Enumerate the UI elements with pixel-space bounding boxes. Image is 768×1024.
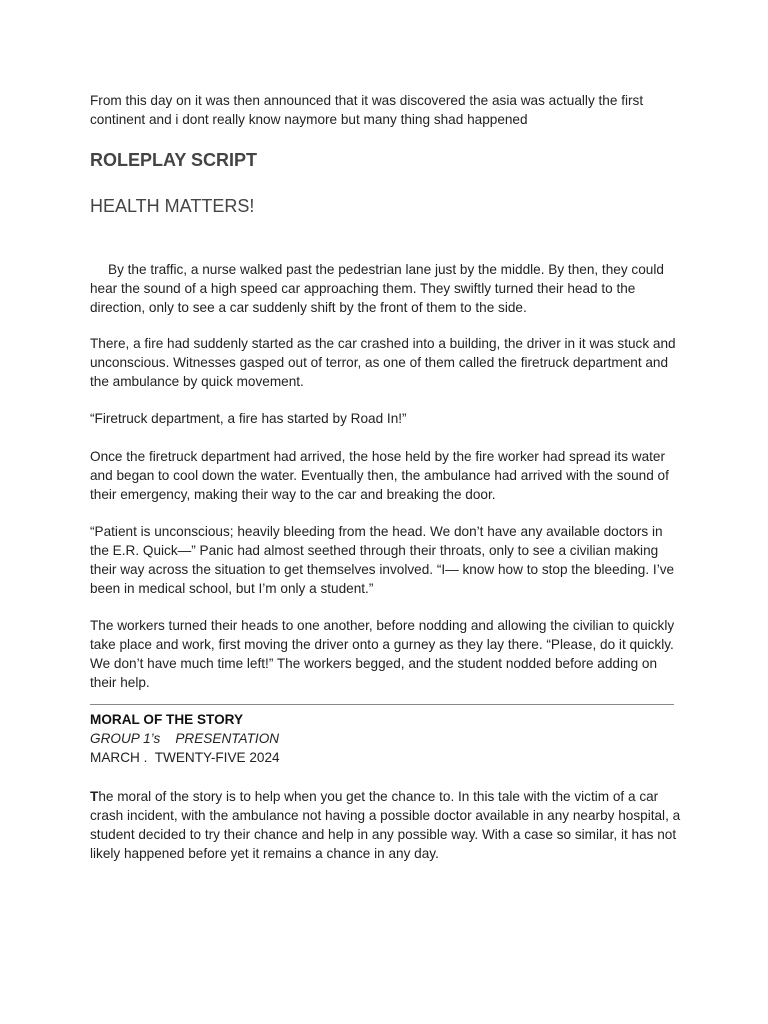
moral-heading: MORAL OF THE STORY (90, 712, 244, 727)
moral-first-letter: T (90, 789, 99, 804)
story-paragraph-5: “Patient is unconscious; heavily bleeding from the head. We don’t have any available doctors in the E.R. Quick—” Panic had almost seethed through their throats, only to see a civilian making their way across the situation to get themselves involved. “I— know how to stop the bleeding. I’ve been in medical school, but I’m only a student.” (90, 524, 675, 596)
story-paragraph-4: Once the firetruck department had arrived, the hose held by the fire worker had spread its water and began to cool down the water. Eventually then, the ambulance had arrived with the sound of their emergency, making their way to the car and breaking the door. (90, 449, 669, 502)
story-paragraph-1: By the traffic, a nurse walked past the pedestrian lane just by the middle. By then, they could hear the sound of a high speed car approaching them. They swiftly turned their head to the direction, only to see a car suddenly shift by the front of them to the side. (90, 262, 664, 315)
presentation-date: MARCH . TWENTY-FIVE 2024 (90, 750, 280, 765)
story-paragraph-3: “Firetruck department, a fire has started by Road In!” (90, 411, 407, 426)
intro-paragraph: From this day on it was then announced that it was discovered the asia was actually the first continent and i dont really know naymore but many thing shad happened (90, 93, 644, 127)
moral-body-text: he moral of the story is to help when you get the chance to. In this tale with the victim of a car crash incident, with the ambulance not having a possible doctor available in any nearby hospital, a student decided to try their chance and help in any possible way. With a case so similar, it has not likely happened before yet it remains a chance in any day. (90, 789, 681, 861)
story-paragraph-2: There, a fire had suddenly started as the car crashed into a building, the driver in it was stuck and unconscious. Witnesses gasped out of terror, as one of them called the firetruck department and the ambulance by quick movement. (90, 336, 676, 389)
story-paragraph-6: The workers turned their heads to one another, before nodding and allowing the civilian to quickly take place and work, first moving the driver onto a gurney as they lay there. “Please, do it quickly. We don’t have much time left!” The workers begged, and the student nodded before adding on their help. (90, 618, 675, 690)
moral-paragraph (90, 787, 682, 863)
script-subtitle: HEALTH MATTERS! (90, 196, 255, 216)
group-presentation-label: GROUP 1’s PRESENTATION (90, 731, 280, 746)
script-title: ROLEPLAY SCRIPT (90, 150, 258, 170)
section-divider (90, 704, 674, 705)
